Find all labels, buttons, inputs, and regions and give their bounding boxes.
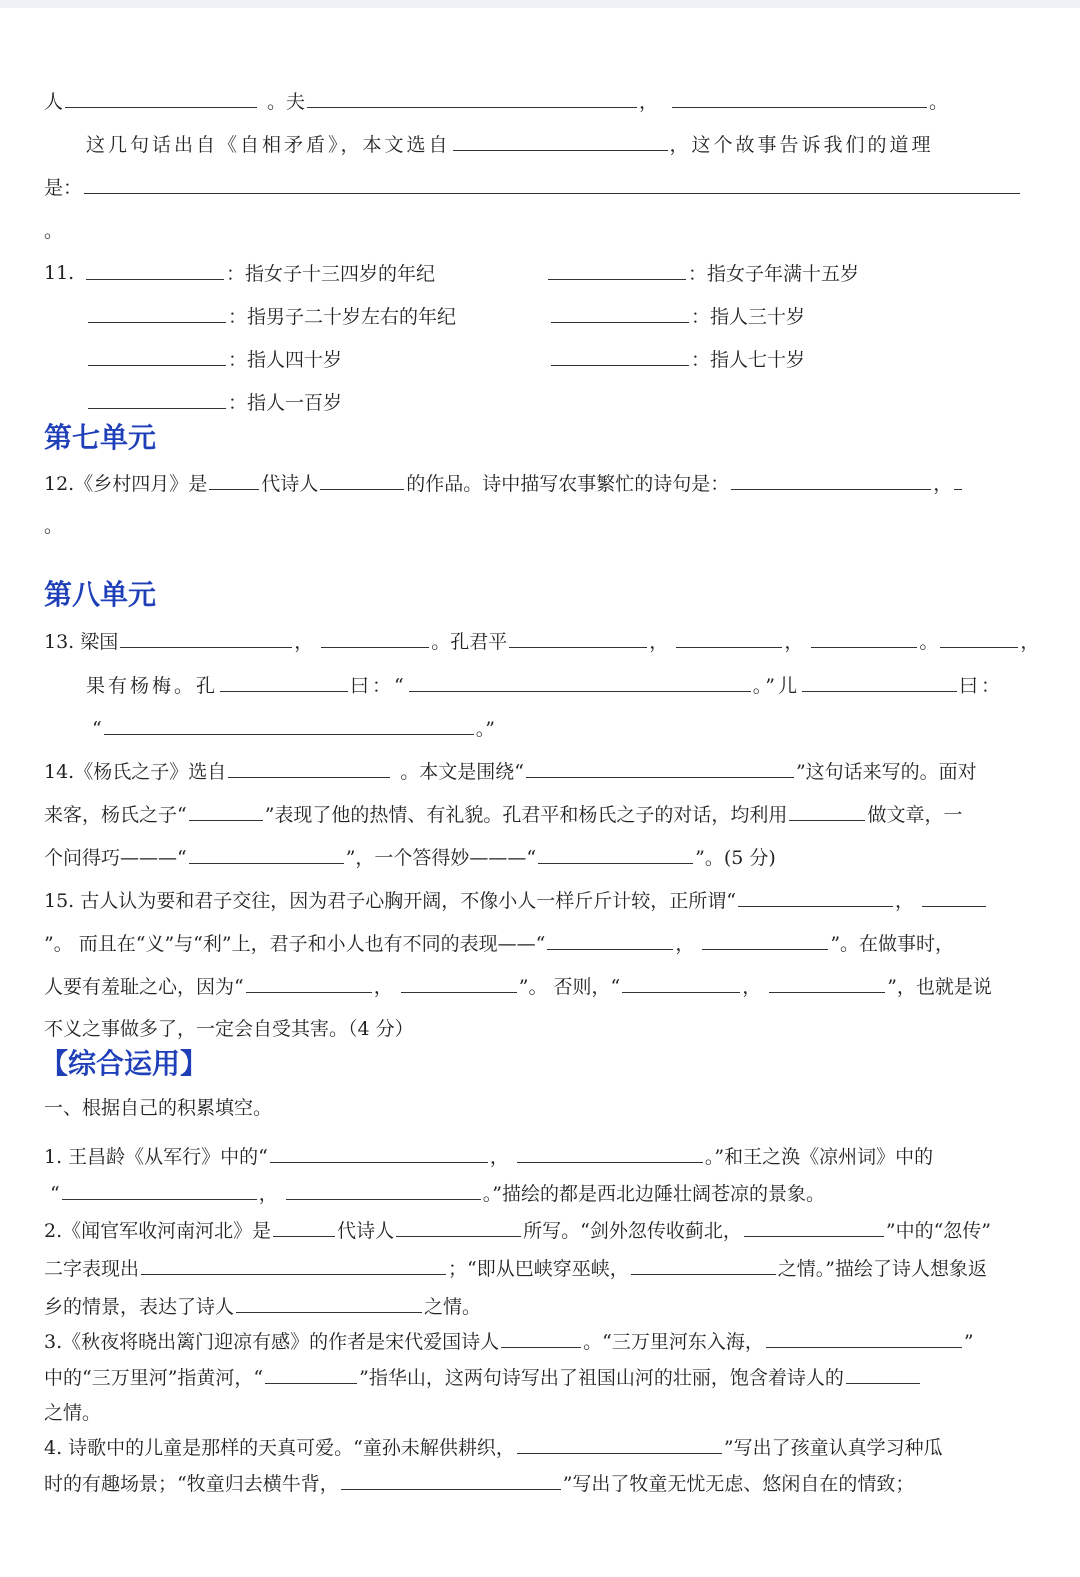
answer-blank[interactable] (86, 260, 224, 280)
q10-text-4: 。 (929, 91, 949, 113)
unit8-heading: 第八单元 (44, 578, 157, 611)
q10-text-2: 。夫 (267, 91, 306, 113)
comp2-text-4: ”中的“忽传” (885, 1220, 992, 1242)
answer-blank[interactable] (954, 470, 962, 490)
q14-text-7: 个问得巧———“ (44, 847, 187, 869)
q13-text-2: ， (294, 631, 314, 653)
q13-text-7: ， (1020, 631, 1040, 653)
comp2-text-6: ；“即从巴峡穿巫峡， (448, 1258, 629, 1280)
q15-text-9: ， (742, 976, 762, 998)
comp1-text-4: “ (50, 1183, 60, 1205)
answer-blank[interactable] (517, 1143, 703, 1163)
q14-text-4: 来客，杨氏之子“ (44, 804, 187, 826)
comp1-line1 (44, 1143, 933, 1170)
answer-blank[interactable] (551, 303, 689, 323)
answer-blank[interactable] (922, 887, 986, 907)
page-top-band (0, 0, 1080, 8)
q13-text-13: 。” (475, 718, 495, 740)
q14-text-2: 。本文是围绕“ (400, 761, 524, 783)
comp2-line2 (44, 1255, 987, 1282)
q11-item-text: ：指人四十岁 (228, 349, 343, 371)
q15-text-1: 15. 古人认为要和君子交往，因为君子心胸开阔，不像小人一样斤斤计较，正所谓“ (44, 890, 736, 912)
answer-blank[interactable] (286, 1180, 481, 1200)
answer-blank[interactable] (228, 758, 390, 778)
answer-blank[interactable] (246, 973, 372, 993)
q13-text-8: 果有杨梅。孔 (86, 675, 219, 697)
answer-blank[interactable] (88, 346, 226, 366)
comp4-text-1: 4. 诗歌中的儿童是那样的天真可爱。“童孙未解供耕织， (44, 1437, 515, 1459)
answer-blank[interactable] (453, 131, 668, 151)
q12-text-1: 12.《乡村四月》是 (44, 473, 208, 495)
q13-text-4: ， (649, 631, 669, 653)
q11-item (86, 389, 342, 416)
q11-item-text: ：指男子二十岁左右的年纪 (228, 306, 457, 328)
q10-text-5: 这几句话出自《自相矛盾》，本文选自 (86, 134, 451, 156)
q11-item (546, 260, 859, 287)
answer-blank[interactable] (551, 346, 689, 366)
comp3-text-2: 。“三万里河东入海， (583, 1331, 764, 1353)
q14-text-8: ”，一个答得妙———“ (345, 847, 537, 869)
q10-line2 (86, 131, 934, 158)
comp3-line3: 之情。 (44, 1402, 102, 1424)
q11-item-text: ：指人七十岁 (691, 349, 806, 371)
answer-blank[interactable] (501, 1328, 581, 1348)
q11-number: 11. (44, 262, 75, 284)
q10-text-1: 人 (44, 91, 64, 113)
comp1-text-1: 1. 王昌龄《从军行》中的“ (44, 1146, 268, 1168)
q15-text-6: 人要有羞耻之心，因为“ (44, 976, 244, 998)
answer-blank[interactable] (320, 470, 404, 490)
q13-text-11: 曰： (958, 675, 1003, 697)
answer-blank[interactable] (88, 389, 226, 409)
answer-blank[interactable] (802, 672, 957, 692)
answer-blank[interactable] (526, 758, 794, 778)
q11-item-text: ：指女子十三四岁的年纪 (226, 263, 436, 285)
q15-line3 (44, 973, 992, 1000)
answer-blank[interactable] (189, 801, 263, 821)
answer-blank[interactable] (104, 715, 474, 735)
answer-blank[interactable] (744, 1217, 884, 1237)
q14-text-1: 14.《杨氏之子》选自 (44, 761, 227, 783)
q15-text-2: ， (894, 890, 914, 912)
q13-text-10: 。”儿 (752, 675, 800, 697)
q14-text-6: 做文章，一 (867, 804, 963, 826)
answer-blank[interactable] (321, 628, 429, 648)
comp1-text-2: ， (489, 1146, 509, 1168)
q12-text-2: 代诗人 (261, 473, 319, 495)
answer-blank[interactable] (265, 1364, 357, 1384)
comp1-line2 (50, 1180, 825, 1207)
q15-line2 (44, 930, 954, 957)
answer-blank[interactable] (769, 973, 885, 993)
answer-blank[interactable] (62, 1180, 257, 1200)
q12-line1 (44, 470, 964, 497)
comp1-text-6: 。”描绘的都是西北边陲壮阔苍凉的景象。 (482, 1183, 825, 1205)
answer-blank[interactable] (548, 260, 686, 280)
comp3-text-5: ”指华山，这两句诗写出了祖国山河的壮丽，饱含着诗人的 (359, 1367, 844, 1389)
q10-line4: 。 (44, 220, 64, 242)
answer-blank[interactable] (84, 174, 1020, 194)
q15-text-4: ， (675, 933, 695, 955)
answer-blank[interactable] (65, 88, 257, 108)
answer-blank[interactable] (517, 1434, 722, 1454)
q13-text-1: 13. 梁国 (44, 631, 119, 653)
comp1-text-5: ， (258, 1183, 278, 1205)
answer-blank[interactable] (766, 1328, 962, 1348)
comp2-text-8: 乡的情景，表达了诗人 (44, 1296, 235, 1318)
q14-text-3: ”这句话来写的。面对 (795, 761, 977, 783)
q15-line1 (44, 887, 988, 914)
comp2-text-9: 之情。 (424, 1296, 482, 1318)
q10-text-7: 是： (44, 177, 83, 199)
q10-text-3: ， (639, 91, 659, 113)
answer-blank[interactable] (220, 672, 348, 692)
q11-item-text: ：指人三十岁 (691, 306, 806, 328)
answer-blank[interactable] (731, 470, 931, 490)
comp1-text-3: 。”和王之涣《凉州词》中的 (704, 1146, 934, 1168)
answer-blank[interactable] (141, 1255, 446, 1275)
answer-blank[interactable] (940, 628, 1018, 648)
q14-text-5: ”表现了他的热情、有礼貌。孔君平和杨氏之子的对话，均利用 (264, 804, 788, 826)
answer-blank[interactable] (189, 844, 344, 864)
q10-line3 (44, 174, 1022, 201)
q11-item (86, 303, 456, 330)
answer-blank[interactable] (409, 672, 751, 692)
answer-blank[interactable] (702, 930, 828, 950)
comp4-line1 (44, 1434, 943, 1461)
q13-text-5: ， (784, 631, 804, 653)
answer-blank[interactable] (631, 1255, 776, 1275)
answer-blank[interactable] (307, 88, 637, 108)
q11-item-text: ：指人一百岁 (228, 392, 343, 414)
comp-intro: 一、根据自己的积累填空。 (44, 1097, 273, 1119)
q14-line2 (44, 801, 962, 828)
comp2-text-5: 二字表现出 (44, 1258, 140, 1280)
answer-blank[interactable] (209, 470, 259, 490)
answer-blank[interactable] (88, 303, 226, 323)
answer-blank[interactable] (672, 88, 927, 108)
answer-blank[interactable] (538, 844, 693, 864)
comp2-text-1: 2.《闻官军收河南河北》是 (44, 1220, 272, 1242)
comp4-text-2: ”写出了孩童认真学习种瓜 (723, 1437, 943, 1459)
q13-line2 (86, 672, 1003, 699)
q12-line2: 。 (44, 515, 64, 537)
q14-text-9: ”。(5 分) (695, 847, 776, 869)
answer-blank[interactable] (270, 1143, 488, 1163)
comp2-text-7: 之情。”描绘了诗人想象返 (777, 1258, 987, 1280)
answer-blank[interactable] (120, 628, 292, 648)
q15-text-10: ”，也就是说 (887, 976, 992, 998)
unit7-heading: 第七单元 (44, 421, 157, 454)
q12-text-4: ， (933, 473, 953, 495)
q13-text-9: 曰：“ (350, 675, 407, 697)
q14-line3 (44, 844, 776, 871)
answer-blank[interactable] (273, 1217, 335, 1237)
answer-blank[interactable] (789, 801, 865, 821)
comp3-line2 (44, 1364, 922, 1391)
answer-blank[interactable] (676, 628, 782, 648)
q13-line1 (44, 628, 1039, 655)
q13-text-12: “ (92, 718, 102, 740)
answer-blank[interactable] (341, 1470, 561, 1490)
comp2-line1 (44, 1217, 991, 1244)
q11-item (549, 346, 805, 373)
comprehensive-heading: 【综合运用】 (40, 1047, 209, 1080)
comp3-text-3: ” (963, 1331, 974, 1353)
comp3-text-1: 3.《秋夜将晓出篱门迎凉有感》的作者是宋代爱国诗人 (44, 1331, 500, 1353)
q12-text-3: 的作品。诗中描写农事繁忙的诗句是： (406, 473, 730, 495)
answer-blank[interactable] (846, 1364, 920, 1384)
q11-item (84, 260, 435, 287)
q13-text-3: 。孔君平 (431, 631, 508, 653)
comp2-line3 (44, 1293, 481, 1320)
comp2-text-2: 代诗人 (337, 1220, 395, 1242)
answer-blank[interactable] (509, 628, 647, 648)
answer-blank[interactable] (236, 1293, 422, 1313)
comp4-line2 (44, 1470, 914, 1497)
q11-item (86, 346, 342, 373)
q10-line1 (44, 88, 948, 115)
q15-text-5: ”。在做事时， (830, 933, 955, 955)
q14-line1 (44, 758, 977, 785)
q13-line3 (92, 715, 495, 742)
q10-text-6: ，这个故事告诉我们的道理 (669, 134, 934, 156)
q15-text-3: ”。 而且在“义”与“利”上，君子和小人也有不同的表现——“ (44, 933, 546, 955)
q13-text-6: 。 (919, 631, 939, 653)
comp4-text-3: 时的有趣场景；“牧童归去横牛背， (44, 1473, 339, 1495)
q15-text-7: ， (373, 976, 393, 998)
answer-blank[interactable] (401, 973, 517, 993)
answer-blank[interactable] (738, 887, 893, 907)
comp4-text-4: ”写出了牧童无忧无虑、悠闲自在的情致； (562, 1473, 915, 1495)
q15-line4: 不义之事做多了，一定会自受其害。（4 分） (44, 1018, 414, 1040)
answer-blank[interactable] (622, 973, 740, 993)
answer-blank[interactable] (811, 628, 917, 648)
q15-text-8: ”。 否则，“ (518, 976, 621, 998)
comp3-line1 (44, 1328, 974, 1355)
comp3-text-4: 中的“三万里河”指黄河，“ (44, 1367, 264, 1389)
q11-item-text: ：指女子年满十五岁 (688, 263, 860, 285)
answer-blank[interactable] (396, 1217, 521, 1237)
comp2-text-3: 所写。“剑外忽传收蓟北， (523, 1220, 742, 1242)
answer-blank[interactable] (547, 930, 673, 950)
q11-item (549, 303, 805, 330)
